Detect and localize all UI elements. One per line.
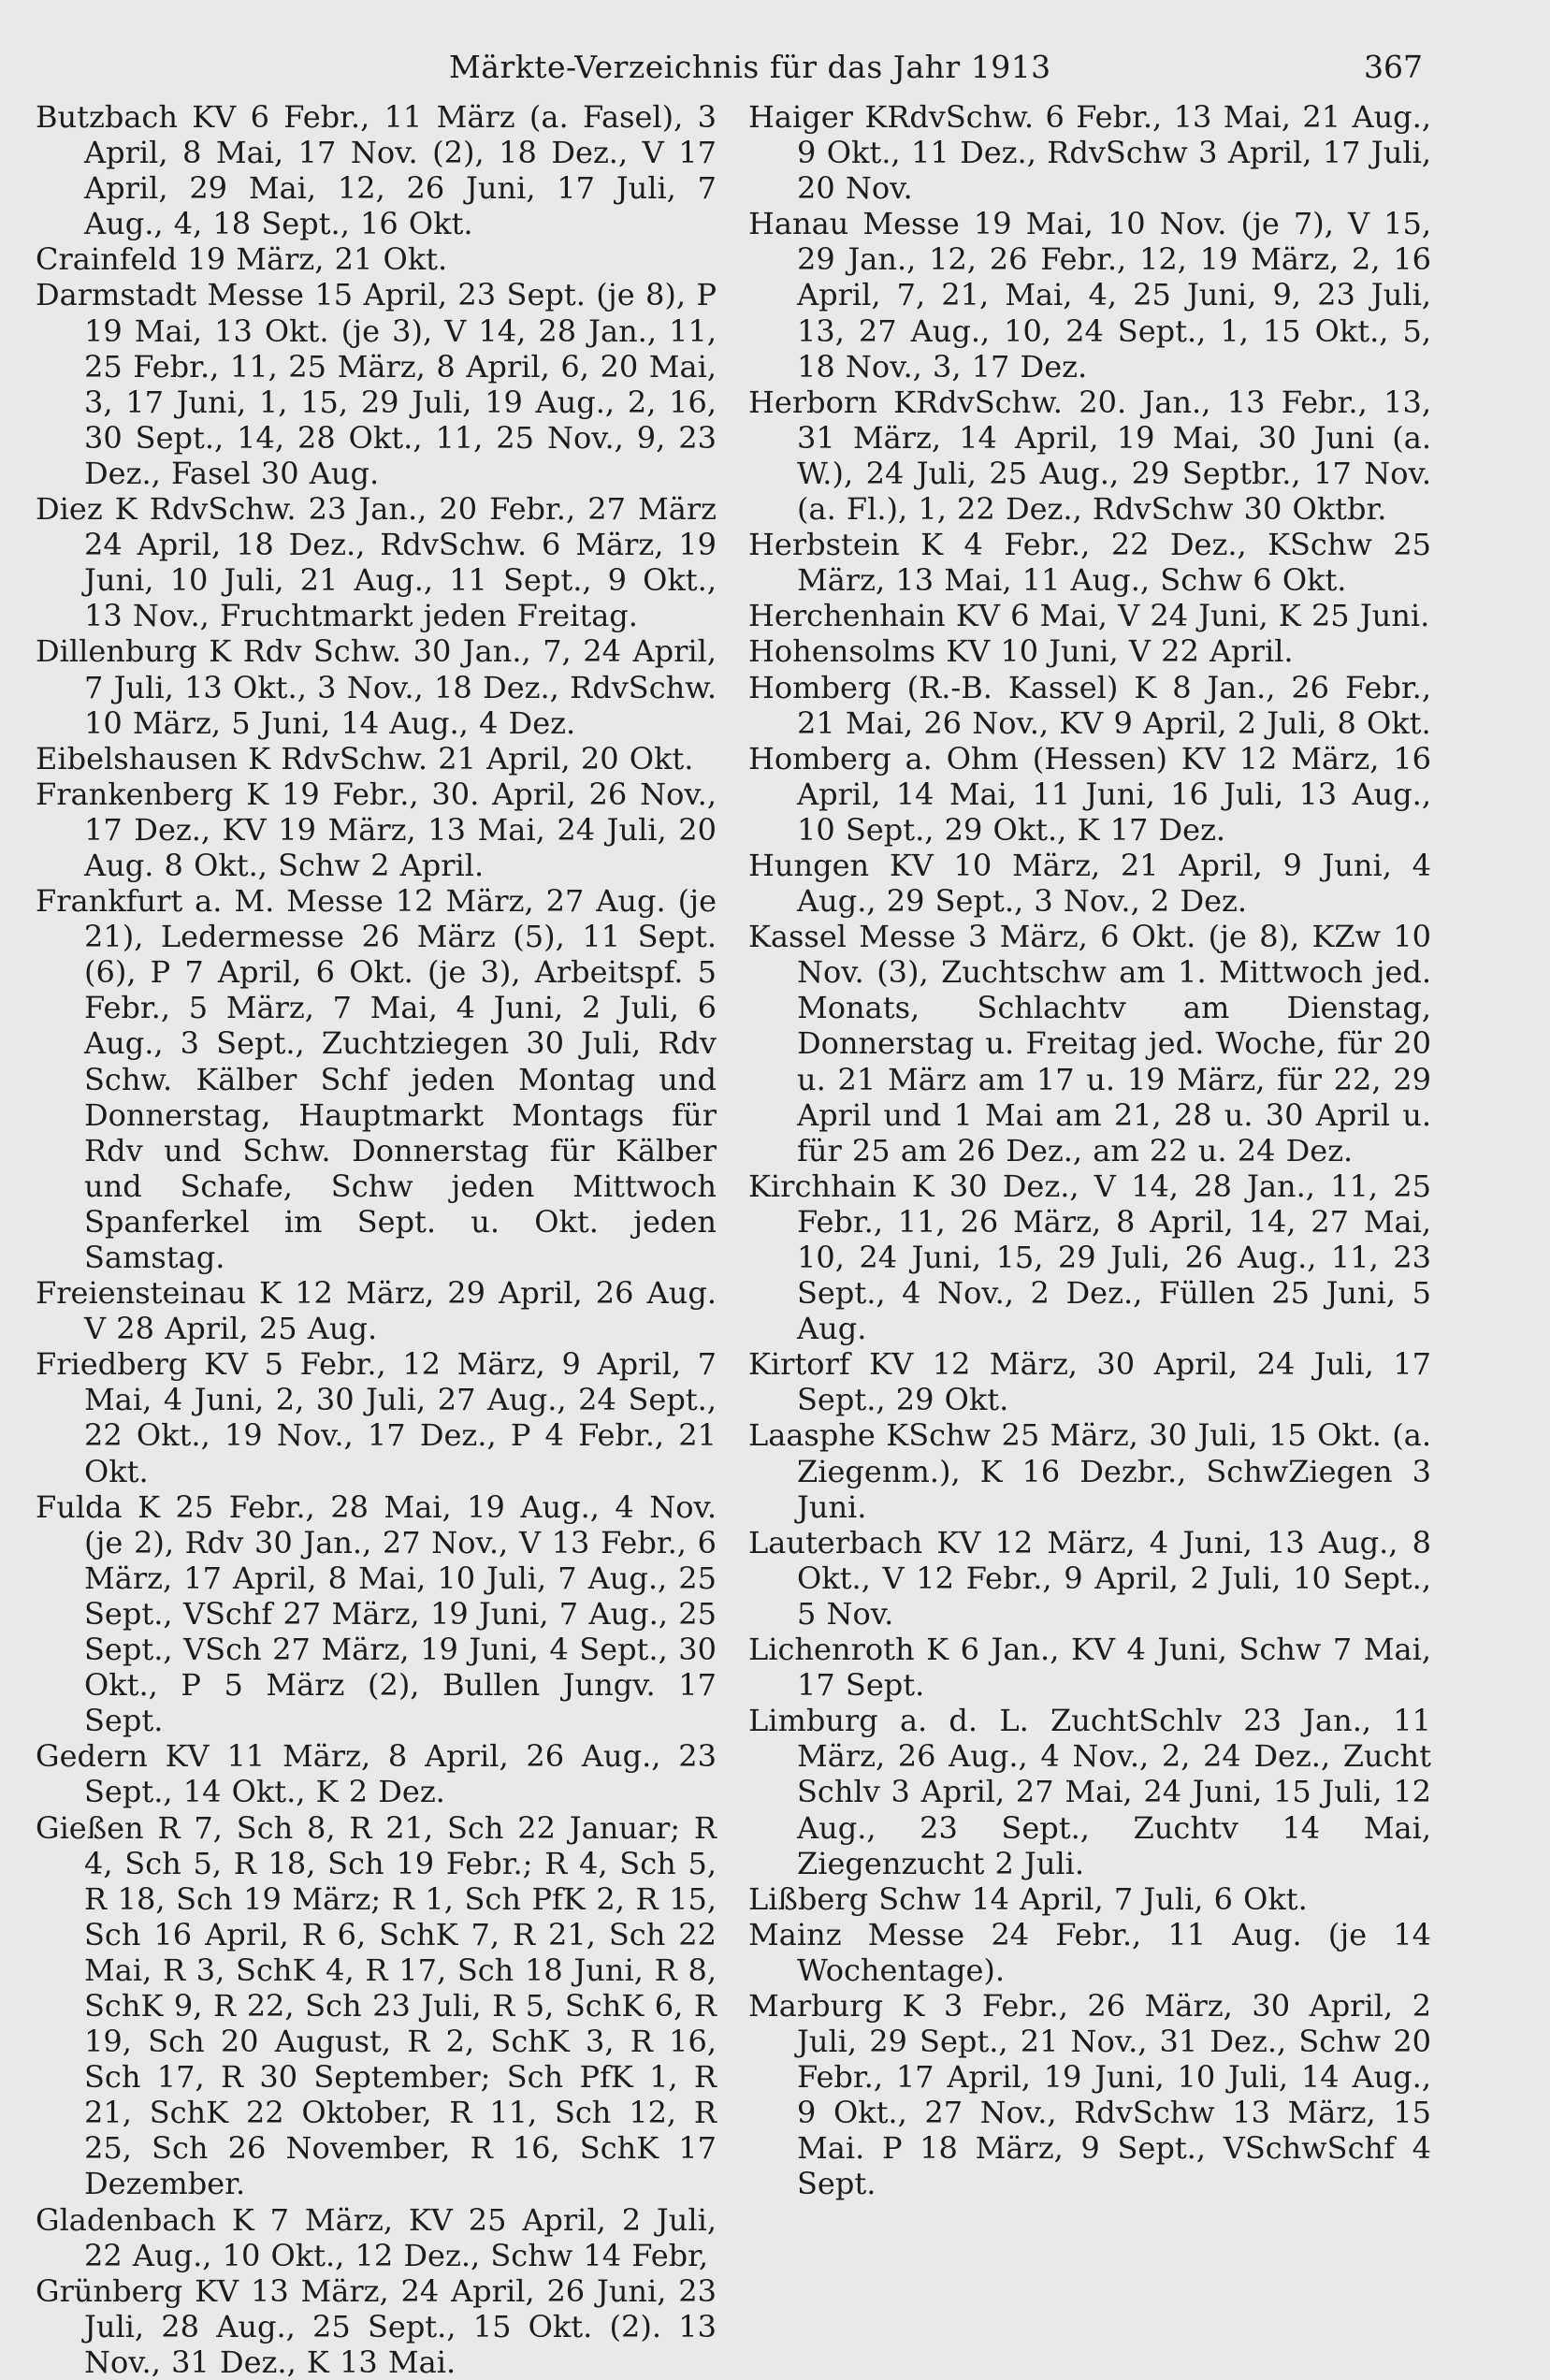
market-entry: Gießen R 7, Sch 8, R 21, Sch 22 Januar; R 4, Sch 5, R 18, Sch 19 Febr.; R 4, Sch 5, R 18, Sch 19 März; R 1, Sch PfK 2, R 15, Sch 16 April, R 6, SchK 7, R 21, Sch 22 Mai, R 3, SchK 4, R 17, Sch 18 Juni, R 8, SchK 9, R 22, Sch 23 Juli, R 5, SchK 6, R 19, Sch 20 August, R 2, SchK 3, R 16, Sch 17, R 30 September; Sch PfK 1, R 21, SchK 22 Oktober, R 11, Sch 12, R 25, Sch 26 November, R 16, SchK 17 Dezember. bbox=[36, 1809, 717, 2202]
left-column bbox=[36, 99, 717, 2380]
market-entry: Gladenbach K 7 März, KV 25 April, 2 Juli, 22 Aug., 10 Okt., 12 Dez., Schw 14 Febr, bbox=[36, 2201, 717, 2273]
market-entry: Lauterbach KV 12 März, 4 Juni, 13 Aug., 8 Okt., V 12 Febr., 9 April, 2 Juli, 10 Sept., 5 Nov. bbox=[748, 1524, 1431, 1632]
market-entry: Herchenhain KV 6 Mai, V 24 Juni, K 25 Juni. bbox=[748, 598, 1430, 634]
market-entry: Herborn KRdvSchw. 20. Jan., 13 Febr., 13, 31 März, 14 April, 19 Mai, 30 Juni (a. W.), 24 Juli, 25 Aug., 29 Septbr., 17 Nov. (a. Fl.), 1, 22 Dez., RdvSchw 30 Oktbr. bbox=[748, 384, 1431, 528]
market-entry: Hohensolms KV 10 Juni, V 22 April. bbox=[748, 633, 1294, 670]
market-entry: Haiger KRdvSchw. 6 Febr., 13 Mai, 21 Aug., 9 Okt., 11 Dez., RdvSchw 3 April, 17 Juli, 20 Nov. bbox=[748, 99, 1431, 207]
market-entry: Lißberg Schw 14 April, 7 Juli, 6 Okt. bbox=[748, 1880, 1308, 1917]
market-entry: Homberg a. Ohm (Hessen) KV 12 März, 16 April, 14 Mai, 11 Juni, 16 Juli, 13 Aug., 10 Sept., 29 Okt., K 17 Dez. bbox=[748, 740, 1431, 848]
market-entry: Grünberg KV 13 März, 24 April, 26 Juni, 23 Juli, 28 Aug., 25 Sept., 15 Okt. (2). 13 Nov., 31 Dez., K 13 Mai. bbox=[36, 2272, 717, 2380]
market-entry: Darmstadt Messe 15 April, 23 Sept. (je 8), P 19 Mai, 13 Okt. (je 3), V 14, 28 Jan., 11, 25 Febr., 11, 25 März, 8 April, 6, 20 Mai, 3, 17 Juni, 1, 15, 29 Juli, 19 Aug., 2, 16, 30 Sept., 14, 28 Okt., 11, 25 Nov., 9, 23 Dez., Fasel 30 Aug. bbox=[36, 277, 717, 491]
market-entry: Marburg K 3 Febr., 26 März, 30 April, 2 Juli, 29 Sept., 21 Nov., 31 Dez., Schw 20 Febr., 17 April, 19 Juni, 10 Juli, 14 Aug., 9 Okt., 27 Nov., RdvSchw 13 März, 15 Mai. P 18 März, 9 Sept., VSchwSchf 4 Sept. bbox=[748, 1987, 1431, 2202]
market-entry: Lichenroth K 6 Jan., KV 4 Juni, Schw 7 Mai, 17 Sept. bbox=[748, 1632, 1431, 1704]
market-entry: Fulda K 25 Febr., 28 Mai, 19 Aug., 4 Nov. (je 2), Rdv 30 Jan., 27 Nov., V 13 Febr., 6 März, 17 April, 8 Mai, 10 Juli, 7 Aug., 25 Sept., VSchf 27 März, 19 Juni, 7 Aug., 25 Sept., VSch 27 März, 19 Juni, 4 Sept., 30 Okt., P 5 März (2), Bullen Jungv. 17 Sept. bbox=[36, 1488, 717, 1739]
market-entry: Frankfurt a. M. Messe 12 März, 27 Aug. (je 21), Ledermesse 26 März (5), 11 Sept. (6), P 7 April, 6 Okt. (je 3), Arbeitspf. 5 Febr., 5 März, 7 Mai, 4 Juni, 2 Juli, 6 Aug., 3 Sept., Zuchtziegen 30 Juli, Rdv Schw. Kälber Schf jeden Montag und Donnerstag, Hauptmarkt Montags für Rdv und Schw. Donnerstag für Kälber und Schafe, Schw jeden Mittwoch Spanferkel im Sept. u. Okt. jeden Samstag. bbox=[36, 883, 717, 1275]
right-column bbox=[748, 99, 1431, 2202]
running-title: Märkte-Verzeichnis für das Jahr 1913 bbox=[449, 49, 1051, 85]
market-entry: Gedern KV 11 März, 8 April, 26 Aug., 23 Sept., 14 Okt., K 2 Dez. bbox=[36, 1738, 717, 1810]
market-entry: Dillenburg K Rdv Schw. 30 Jan., 7, 24 April, 7 Juli, 13 Okt., 3 Nov., 18 Dez., RdvSchw. 10 März, 5 Juni, 14 Aug., 4 Dez. bbox=[36, 633, 717, 741]
market-entry: Butzbach KV 6 Febr., 11 März (a. Fasel), 3 April, 8 Mai, 17 Nov. (2), 18 Dez., V 17 April, 29 Mai, 12, 26 Juni, 17 Juli, 7 Aug., 4, 18 Sept., 16 Okt. bbox=[36, 99, 717, 242]
market-entry: Freiensteinau K 12 März, 29 April, 26 Aug. V 28 April, 25 Aug. bbox=[36, 1275, 717, 1347]
market-entry: Friedberg KV 5 Febr., 12 März, 9 April, 7 Mai, 4 Juni, 2, 30 Juli, 27 Aug., 24 Sept., 22 Okt., 19 Nov., 17 Dez., P 4 Febr., 21 Okt. bbox=[36, 1346, 717, 1489]
market-entry: Hanau Messe 19 Mai, 10 Nov. (je 7), V 15, 29 Jan., 12, 26 Febr., 12, 19 März, 2, 16 April, 7, 21, Mai, 4, 25 Juni, 9, 23 Juli, 13, 27 Aug., 10, 24 Sept., 1, 15 Okt., 5, 18 Nov., 3, 17 Dez. bbox=[748, 206, 1431, 385]
market-entry: Limburg a. d. L. ZuchtSchlv 23 Jan., 11 März, 26 Aug., 4 Nov., 2, 24 Dez., Zucht Schlv 3 April, 27 Mai, 24 Juni, 15 Juli, 12 Aug., 23 Sept., Zuchtv 14 Mai, Ziegenzucht 2 Juli. bbox=[748, 1703, 1431, 1881]
market-entry: Homberg (R.-B. Kassel) K 8 Jan., 26 Febr., 21 Mai, 26 Nov., KV 9 April, 2 Juli, 8 Okt. bbox=[748, 669, 1431, 741]
market-entry: Diez K RdvSchw. 23 Jan., 20 Febr., 27 März 24 April, 18 Dez., RdvSchw. 6 März, 19 Juni, 10 Juli, 21 Aug., 11 Sept., 9 Okt., 13 Nov., Fruchtmarkt jeden Freitag. bbox=[36, 491, 717, 634]
market-entry: Herbstein K 4 Febr., 22 Dez., KSchw 25 März, 13 Mai, 11 Aug., Schw 6 Okt. bbox=[748, 527, 1431, 599]
market-entry: Hungen KV 10 März, 21 April, 9 Juni, 4 Aug., 29 Sept., 3 Nov., 2 Dez. bbox=[748, 847, 1431, 920]
market-entry: Kassel Messe 3 März, 6 Okt. (je 8), KZw 10 Nov. (3), Zuchtschw am 1. Mittwoch jed. Monats, Schlachtv am Dienstag, Donnerstag u. Freitag jed. Woche, für 20 u. 21 März am 17 u. 19 März, für 22, 29 April und 1 Mai am 21, 28 u. 30 April u. für 25 am 26 Dez., am 22 u. 24 Dez. bbox=[748, 919, 1431, 1168]
market-entry: Frankenberg K 19 Febr., 30. April, 26 Nov., 17 Dez., KV 19 März, 13 Mai, 24 Juli, 20 Aug. 8 Okt., Schw 2 April. bbox=[36, 776, 717, 883]
market-entry: Kirtorf KV 12 März, 30 April, 24 Juli, 17 Sept., 29 Okt. bbox=[748, 1346, 1431, 1418]
market-entry: Crainfeld 19 März, 21 Okt. bbox=[36, 241, 448, 278]
page-header bbox=[37, 49, 1422, 95]
market-entry: Mainz Messe 24 Febr., 11 Aug. (je 14 Wochentage). bbox=[748, 1916, 1431, 1988]
market-entry: Laasphe KSchw 25 März, 30 Juli, 15 Okt. (a. Ziegenm.), K 16 Dezbr., SchwZiegen 3 Juni. bbox=[748, 1417, 1431, 1525]
page-number: 367 bbox=[1364, 49, 1423, 85]
market-entry: Kirchhain K 30 Dez., V 14, 28 Jan., 11, 25 Febr., 11, 26 März, 8 April, 14, 27 Mai, 10, 24 Juni, 15, 29 Juli, 26 Aug., 11, 23 Sept., 4 Nov., 2 Dez., Füllen 25 Juni, 5 Aug. bbox=[748, 1168, 1431, 1347]
market-entry: Eibelshausen K RdvSchw. 21 April, 20 Okt. bbox=[36, 740, 694, 776]
